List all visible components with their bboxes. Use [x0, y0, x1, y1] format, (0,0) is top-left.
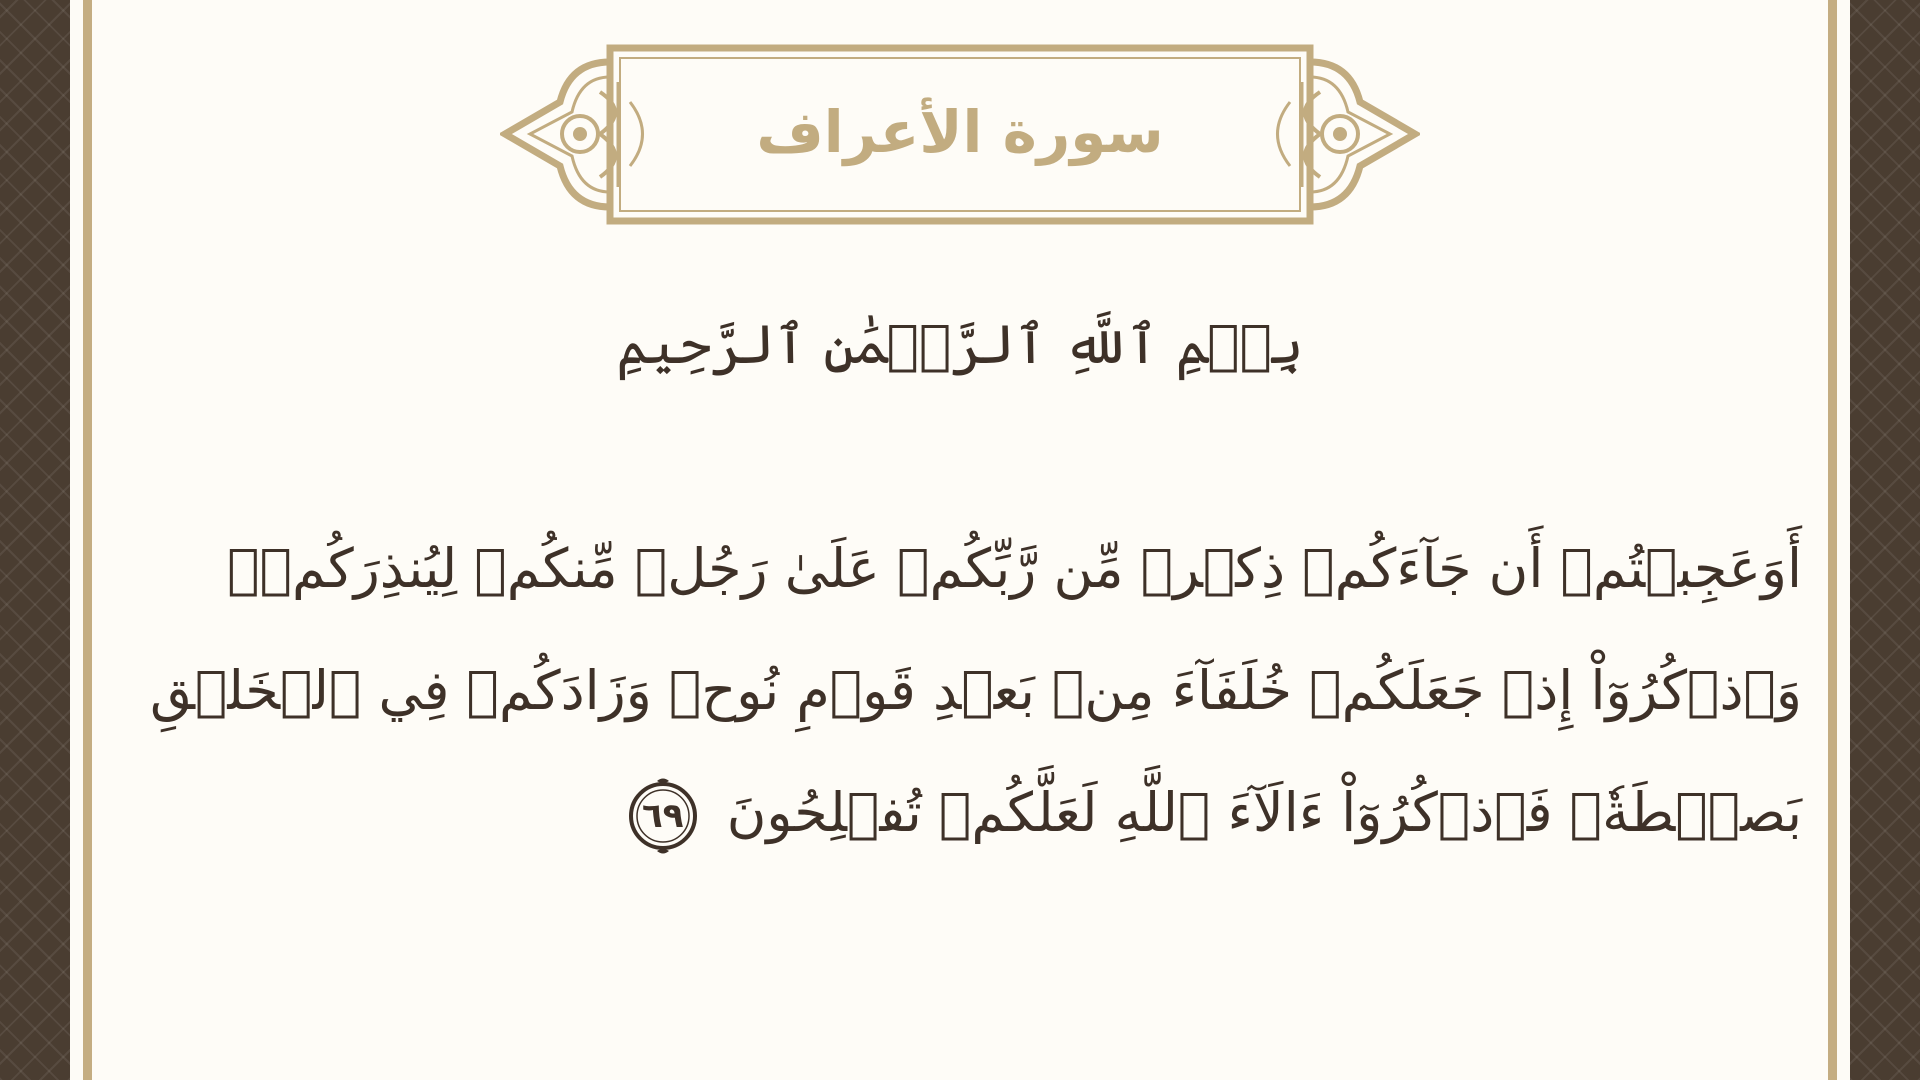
- surah-title: سورة الأعراف: [756, 98, 1164, 166]
- surah-title-frame: [500, 42, 1420, 227]
- verse-line-2: وَٱذۡكُرُوٓاْ إِذۡ جَعَلَكُمۡ خُلَفَآءَ مِنۢ بَعۡدِ قَوۡمِ نُوحٖ وَزَادَكُمۡ فِي ٱلۡخَلۡقِ: [149, 659, 1802, 722]
- verse-line-3: [300, 752, 1802, 874]
- ayah-number: ٦٩: [641, 796, 684, 837]
- verse-line-3-text: بَصۜۡطَةٗۖ فَٱذۡكُرُوٓاْ ءَالَآءَ ٱللَّهِ لَعَلَّكُمۡ تُفۡلِحُونَ: [726, 781, 1802, 844]
- basmala: بِسۡمِ ٱللَّهِ ٱلرَّحۡمَٰنِ ٱلرَّحِيمِ: [616, 313, 1304, 376]
- left-ornamental-border: [0, 0, 70, 1080]
- verse-block: [149, 508, 1802, 874]
- right-ornamental-border: [1850, 0, 1920, 1080]
- right-gold-rule: [1828, 0, 1837, 1080]
- ayah-end-marker: [623, 776, 703, 856]
- verse-line-1: أَوَعَجِبۡتُمۡ أَن جَآءَكُمۡ ذِكۡرٞ مِّن رَّبِّكُمۡ عَلَىٰ رَجُلٖ مِّنكُمۡ لِيُنذِرَكُمۡۚ: [227, 537, 1802, 600]
- left-gold-rule: [83, 0, 92, 1080]
